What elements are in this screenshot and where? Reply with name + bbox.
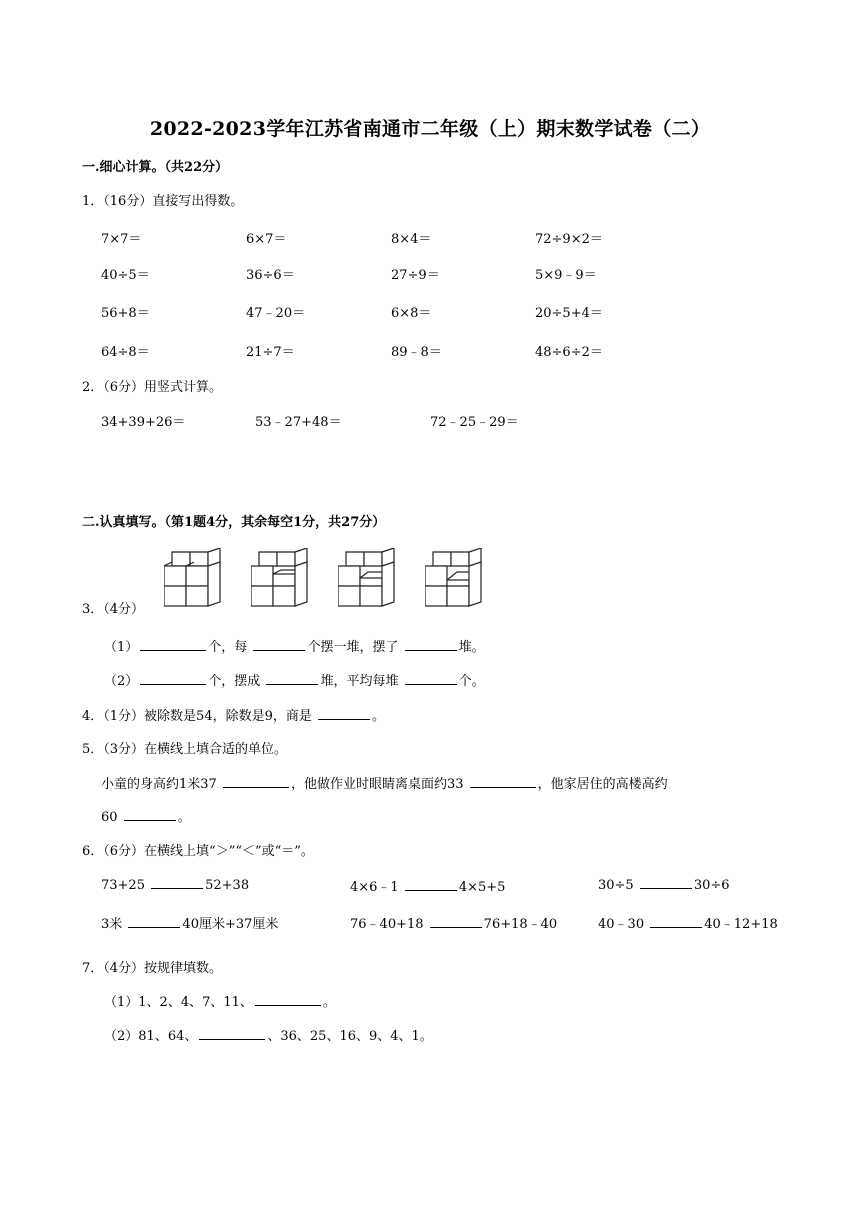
q1-problem: 47﹣20＝ bbox=[246, 306, 306, 321]
q1-problem: 64÷8＝ bbox=[101, 345, 150, 360]
q1-problem: 7×7＝ bbox=[101, 232, 142, 247]
q6-row-2 bbox=[101, 913, 801, 933]
answer-blank[interactable] bbox=[253, 638, 305, 651]
cube-stack-3 bbox=[338, 548, 400, 610]
answer-blank[interactable] bbox=[140, 638, 206, 651]
q2-row bbox=[101, 411, 801, 431]
q7-label: 7．（4分）按规律填数。 bbox=[82, 961, 223, 976]
q1-row-2 bbox=[101, 264, 801, 284]
q7-text: （1）1、2、4、7、11、 bbox=[104, 995, 253, 1010]
q1-problem: 20÷5+4＝ bbox=[535, 306, 603, 321]
q4-text: 4．（1分）被除数是54，除数是9，商是 bbox=[82, 709, 312, 724]
answer-blank[interactable] bbox=[124, 808, 176, 821]
q6-label: 6．（6分）在横线上填“＞”“＜”或“＝”。 bbox=[82, 844, 314, 859]
q6-right: 76+18﹣40 bbox=[483, 917, 558, 932]
q6-item bbox=[350, 876, 505, 895]
q1-problem: 6×7＝ bbox=[246, 232, 287, 247]
q6-left: 3米 bbox=[101, 917, 123, 932]
q5-text: 小童的身高约1米37 bbox=[101, 777, 217, 792]
q5-text: ，他做作业时眼睛离桌面约33 bbox=[290, 777, 464, 792]
q2-problem: 53﹣27+48＝ bbox=[255, 415, 342, 430]
q5-label: 5．（3分）在横线上填合适的单位。 bbox=[82, 742, 288, 757]
q3-label: 3．（4分） bbox=[82, 602, 145, 617]
q6-left: 76﹣40+18 bbox=[350, 917, 424, 932]
q1-row-1 bbox=[101, 228, 801, 248]
q5-line-1 bbox=[101, 773, 668, 792]
answer-blank[interactable] bbox=[128, 915, 180, 928]
cube-stack-1 bbox=[164, 548, 226, 610]
q6-item bbox=[350, 913, 557, 932]
q6-row-1 bbox=[101, 876, 801, 896]
q1-problem: 21÷7＝ bbox=[246, 345, 295, 360]
q3-line-1-text: 个，每 bbox=[208, 640, 248, 655]
answer-blank[interactable] bbox=[640, 876, 692, 889]
q1-row-3 bbox=[101, 302, 801, 322]
cube-stack-4 bbox=[425, 548, 487, 610]
q7-text: 。 bbox=[322, 995, 336, 1010]
q5-text: 。 bbox=[177, 810, 191, 825]
q6-right: 52+38 bbox=[205, 878, 250, 893]
q6-right: 40﹣12+18 bbox=[704, 917, 778, 932]
q3-line-1 bbox=[104, 636, 485, 655]
q4-text: 。 bbox=[372, 709, 386, 724]
answer-blank[interactable] bbox=[199, 1027, 265, 1040]
q5-text: 60 bbox=[101, 810, 118, 825]
answer-blank[interactable] bbox=[405, 672, 457, 685]
cube-stack-2 bbox=[251, 548, 313, 610]
q2-label: 2．（6分）用竖式计算。 bbox=[82, 380, 223, 395]
q3-line-2-text: （2） bbox=[104, 674, 139, 689]
q4-line bbox=[82, 705, 385, 724]
q3-line-1-text: 个摆一堆，摆了 bbox=[307, 640, 399, 655]
q6-item bbox=[101, 876, 249, 893]
q1-row-4 bbox=[101, 341, 801, 361]
q3-line-2-text: 个，摆成 bbox=[208, 674, 261, 689]
q1-problem: 5×9﹣9＝ bbox=[535, 268, 597, 283]
q6-left: 30÷5 bbox=[598, 878, 634, 893]
q6-item bbox=[598, 913, 778, 932]
q2-problem: 72﹣25﹣29＝ bbox=[430, 415, 519, 430]
answer-blank[interactable] bbox=[405, 878, 457, 891]
q6-right: 40厘米+37厘米 bbox=[182, 917, 279, 932]
answer-blank[interactable] bbox=[470, 775, 536, 788]
q6-right: 4×5+5 bbox=[458, 880, 506, 895]
q6-left: 4×6﹣1 bbox=[350, 880, 399, 895]
q7-line-2 bbox=[104, 1025, 433, 1044]
q1-label: 1．（16分）直接写出得数。 bbox=[82, 194, 244, 209]
q1-problem: 56+8＝ bbox=[101, 306, 150, 321]
q1-problem: 48÷6÷2＝ bbox=[535, 345, 603, 360]
page-title: 2022-2023学年江苏省南通市二年级（上）期末数学试卷（二） bbox=[149, 118, 711, 140]
q6-left: 73+25 bbox=[101, 878, 145, 893]
q3-line-1-text: 堆。 bbox=[458, 640, 485, 655]
answer-blank[interactable] bbox=[266, 672, 318, 685]
q7-line-1 bbox=[104, 991, 336, 1010]
q7-text: 、36、25、16、9、4、1。 bbox=[267, 1029, 433, 1044]
q1-problem: 8×4＝ bbox=[391, 232, 432, 247]
q1-problem: 36÷6＝ bbox=[246, 268, 295, 283]
answer-blank[interactable] bbox=[140, 672, 206, 685]
answer-blank[interactable] bbox=[255, 993, 321, 1006]
q1-problem: 6×8＝ bbox=[391, 306, 432, 321]
q6-item bbox=[598, 876, 730, 893]
answer-blank[interactable] bbox=[405, 638, 457, 651]
answer-blank[interactable] bbox=[650, 915, 702, 928]
q7-text: （2）81、64、 bbox=[104, 1029, 198, 1044]
section-1-heading: 一.细心计算。（共22分） bbox=[82, 160, 229, 175]
answer-blank[interactable] bbox=[151, 876, 203, 889]
q6-right: 30÷6 bbox=[693, 878, 730, 893]
q3-line-2-text: 堆，平均每堆 bbox=[320, 674, 399, 689]
answer-blank[interactable] bbox=[430, 915, 482, 928]
q6-item bbox=[101, 913, 278, 932]
answer-blank[interactable] bbox=[223, 775, 289, 788]
answer-blank[interactable] bbox=[318, 707, 370, 720]
q1-problem: 40÷5＝ bbox=[101, 268, 150, 283]
q1-problem: 89﹣8＝ bbox=[391, 345, 442, 360]
q6-left: 40﹣30 bbox=[598, 917, 645, 932]
q3-line-2 bbox=[104, 670, 485, 689]
q5-text: ，他家居住的高楼高约 bbox=[537, 777, 668, 792]
q1-problem: 72÷9×2＝ bbox=[535, 232, 603, 247]
section-2-heading: 二.认真填写。（第1题4分，其余每空1分，共27分） bbox=[82, 515, 386, 530]
q2-problem: 34+39+26＝ bbox=[101, 415, 186, 430]
q5-line-2 bbox=[101, 806, 191, 825]
q1-problem: 27÷9＝ bbox=[391, 268, 440, 283]
q3-line-2-text: 个。 bbox=[458, 674, 485, 689]
q3-line-1-text: （1） bbox=[104, 640, 139, 655]
